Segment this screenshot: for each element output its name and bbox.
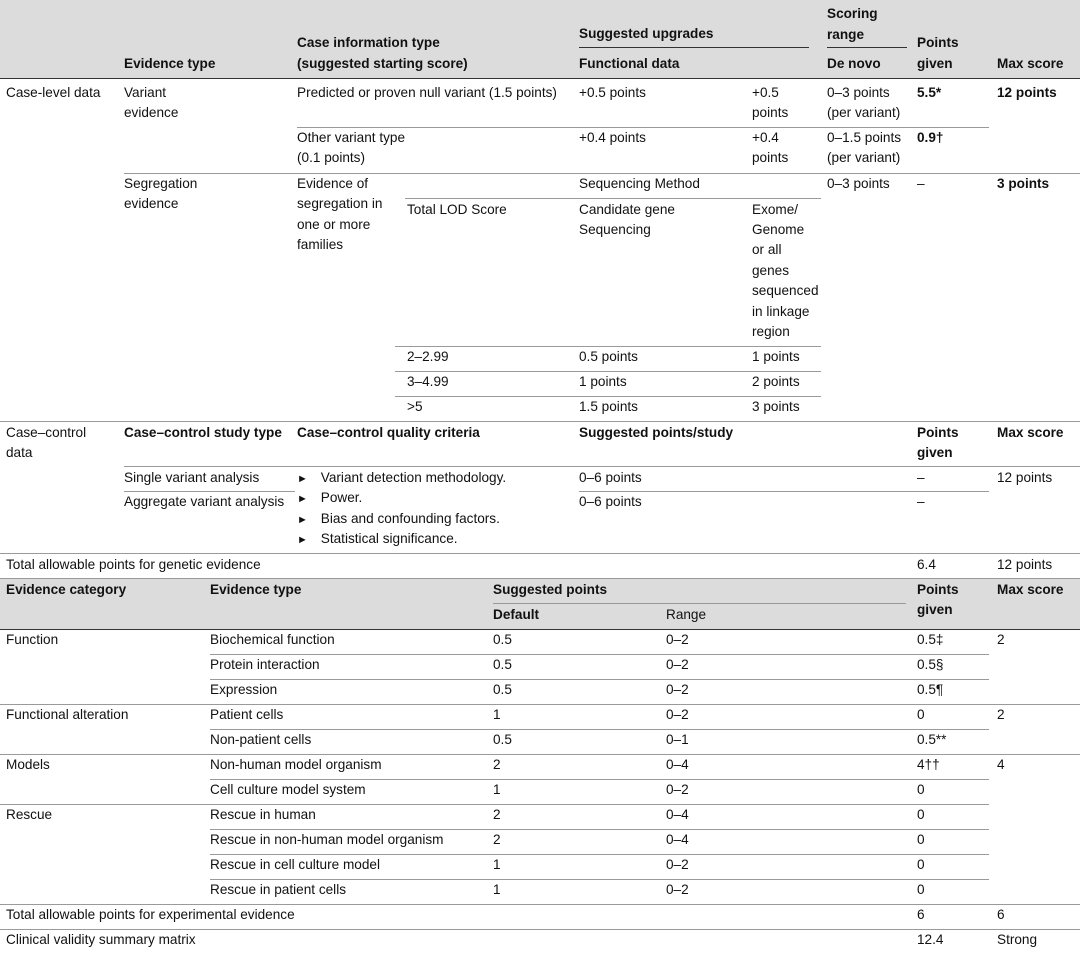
lod-row-candidate: 1 points xyxy=(579,374,627,389)
exp-row-points: 0.5** xyxy=(917,732,947,747)
exp-row-points: 0 xyxy=(917,782,925,797)
summary-matrix-classification: Strong xyxy=(997,932,1038,947)
header-range: Range xyxy=(666,607,707,622)
row-divider xyxy=(124,466,1080,467)
case-level-label: Case-level data xyxy=(6,85,101,100)
lod-row-score: 2–2.99 xyxy=(407,349,449,364)
exp-row-range: 0–2 xyxy=(666,707,689,722)
exp-row-points: 4†† xyxy=(917,757,940,772)
exp-row-default: 0.5 xyxy=(493,632,512,647)
exp-row-points: 0 xyxy=(917,707,925,722)
scoring-underline xyxy=(827,47,907,48)
criteria-item xyxy=(297,509,500,530)
exp-row-default: 1 xyxy=(493,782,501,797)
exome-header-line: or all xyxy=(752,242,782,257)
variant-evidence-label-2: evidence xyxy=(124,105,179,120)
study-type-header: Case–control study type xyxy=(124,425,282,440)
segregation-info-line: one or more xyxy=(297,217,371,232)
category-rescue: Rescue xyxy=(6,807,53,822)
other-variant-points: 0.9† xyxy=(917,130,944,145)
section-divider xyxy=(0,553,1080,554)
lod-row-candidate: 1.5 points xyxy=(579,399,638,414)
lod-row-exome: 3 points xyxy=(752,399,800,414)
lod-row-candidate: 0.5 points xyxy=(579,349,638,364)
exome-header-line: sequenced xyxy=(752,283,819,298)
functional-alteration-max: 2 xyxy=(997,707,1005,722)
header-max-score: Max score xyxy=(997,56,1064,71)
row-divider xyxy=(210,654,989,655)
exp-row-range: 0–2 xyxy=(666,857,689,872)
section-divider xyxy=(0,421,1080,422)
header-suggested-points: Suggested points xyxy=(493,582,608,597)
exome-header-line: in linkage xyxy=(752,304,810,319)
other-variant-denovo-1: +0.4 xyxy=(752,130,779,145)
exp-row-default: 0.5 xyxy=(493,682,512,697)
exp-row-range: 0–4 xyxy=(666,807,689,822)
category-function: Function xyxy=(6,632,59,647)
header-de-novo: De novo xyxy=(827,56,881,71)
exp-row-range: 0–1 xyxy=(666,732,689,747)
header-exp-max: Max score xyxy=(997,582,1064,597)
exp-row-range: 0–4 xyxy=(666,832,689,847)
criteria-text: Power. xyxy=(320,490,363,505)
quality-criteria-header: Case–control quality criteria xyxy=(297,425,480,440)
bullet-icon: ► xyxy=(297,534,308,546)
variant-evidence-label-1: Variant xyxy=(124,85,167,100)
exome-header-line: Exome/ xyxy=(752,202,799,217)
candidate-gene-header-1: Candidate gene xyxy=(579,202,675,217)
exp-row-default: 1 xyxy=(493,707,501,722)
experimental-total-max: 6 xyxy=(997,907,1005,922)
other-variant-upgrade: +0.4 points xyxy=(579,130,646,145)
other-variant-range-2: (per variant) xyxy=(827,150,901,165)
exp-row-type: Patient cells xyxy=(210,707,284,722)
exp-row-type: Rescue in non-human model organism xyxy=(210,832,444,847)
candidate-gene-header-2: Sequencing xyxy=(579,222,651,237)
other-variant-info-1: Other variant type xyxy=(297,130,406,145)
header-evidence-category: Evidence category xyxy=(6,582,127,597)
upgrades-underline xyxy=(579,47,809,48)
null-variant-points: 5.5* xyxy=(917,85,942,100)
lod-row-score: >5 xyxy=(407,399,423,414)
null-variant-range-1: 0–3 points xyxy=(827,85,890,100)
suggested-underline xyxy=(493,603,906,604)
exp-row-points: 0 xyxy=(917,832,925,847)
criteria-text: Variant detection methodology. xyxy=(320,470,507,485)
single-variant-given: – xyxy=(917,470,925,485)
exp-row-type: Rescue in cell culture model xyxy=(210,857,381,872)
header-bottom-rule xyxy=(0,78,1080,79)
header-suggested-upgrades: Suggested upgrades xyxy=(579,26,714,41)
exp-row-range: 0–2 xyxy=(666,782,689,797)
header-default: Default xyxy=(493,607,540,622)
criteria-item xyxy=(297,468,506,489)
models-max: 4 xyxy=(997,757,1005,772)
exp-row-type: Non-patient cells xyxy=(210,732,312,747)
header-points-2: given xyxy=(917,56,953,71)
bullet-icon: ► xyxy=(297,514,308,526)
aggregate-variant-given: – xyxy=(917,494,925,509)
criteria-text: Statistical significance. xyxy=(320,531,458,546)
segregation-range: 0–3 points xyxy=(827,176,890,191)
segregation-points: – xyxy=(917,176,925,191)
single-variant-label: Single variant analysis xyxy=(124,470,260,485)
header-scoring-2: range xyxy=(827,27,865,42)
exp-row-type: Non-human model organism xyxy=(210,757,382,772)
lod-row-score: 3–4.99 xyxy=(407,374,449,389)
exome-header-line: Genome xyxy=(752,222,805,237)
category-models: Models xyxy=(6,757,50,772)
exp-row-range: 0–2 xyxy=(666,632,689,647)
exp-row-range: 0–2 xyxy=(666,657,689,672)
cc-max-header: Max score xyxy=(997,425,1064,440)
segregation-max: 3 points xyxy=(997,176,1050,191)
exome-header-line: genes xyxy=(752,263,790,278)
genetic-total-label: Total allowable points for genetic evidence xyxy=(6,557,261,572)
segregation-label-1: Segregation xyxy=(124,176,198,191)
lod-row-exome: 1 points xyxy=(752,349,800,364)
exp-row-default: 1 xyxy=(493,882,501,897)
exome-header-line: region xyxy=(752,324,790,339)
header-exp-points-1: Points xyxy=(917,582,959,597)
aggregate-variant-points: 0–6 points xyxy=(579,494,642,509)
other-variant-range-1: 0–1.5 points xyxy=(827,130,902,145)
header-evidence-type: Evidence type xyxy=(124,56,216,71)
exp-row-range: 0–2 xyxy=(666,682,689,697)
row-divider xyxy=(405,198,821,199)
exp-row-default: 2 xyxy=(493,832,501,847)
row-divider xyxy=(210,679,989,680)
variant-max-score: 12 points xyxy=(997,85,1057,100)
header-points-1: Points xyxy=(917,35,959,50)
other-variant-denovo-2: points xyxy=(752,150,789,165)
exp-row-points: 0 xyxy=(917,882,925,897)
aggregate-variant-label: Aggregate variant analysis xyxy=(124,494,285,509)
criteria-item xyxy=(297,488,362,509)
exp-row-default: 2 xyxy=(493,757,501,772)
case-control-label-2: data xyxy=(6,445,33,460)
category-functional-alteration: Functional alteration xyxy=(6,707,129,722)
segregation-info-line: families xyxy=(297,237,344,252)
lod-row-exome: 2 points xyxy=(752,374,800,389)
exp-row-default: 2 xyxy=(493,807,501,822)
case-control-max: 12 points xyxy=(997,470,1053,485)
segregation-label-2: evidence xyxy=(124,196,179,211)
cc-points-header-2: given xyxy=(917,445,953,460)
header-exp-evidence-type: Evidence type xyxy=(210,582,302,597)
exp-row-points: 0.5§ xyxy=(917,657,944,672)
exp-row-type: Rescue in patient cells xyxy=(210,882,347,897)
null-variant-info: Predicted or proven null variant (1.5 points) xyxy=(297,85,557,100)
criteria-text: Bias and confounding factors. xyxy=(320,511,500,526)
exp-row-range: 0–4 xyxy=(666,757,689,772)
single-variant-points: 0–6 points xyxy=(579,470,642,485)
header-functional-data: Functional data xyxy=(579,56,680,71)
other-variant-info-2: (0.1 points) xyxy=(297,150,366,165)
function-max: 2 xyxy=(997,632,1005,647)
exp-row-points: 0.5¶ xyxy=(917,682,944,697)
genetic-total-max: 12 points xyxy=(997,557,1053,572)
exp-row-range: 0–2 xyxy=(666,882,689,897)
segregation-info-line: Evidence of xyxy=(297,176,369,191)
summary-matrix-points: 12.4 xyxy=(917,932,944,947)
header-case-info-2: (suggested starting score) xyxy=(297,56,468,71)
bullet-icon: ► xyxy=(297,473,308,485)
null-variant-denovo-1: +0.5 xyxy=(752,85,779,100)
experimental-total-points: 6 xyxy=(917,907,925,922)
suggested-points-study-header: Suggested points/study xyxy=(579,425,734,440)
exp-row-default: 0.5 xyxy=(493,732,512,747)
bullet-icon: ► xyxy=(297,493,308,505)
header-case-info-1: Case information type xyxy=(297,35,440,50)
sequencing-method-header: Sequencing Method xyxy=(579,176,700,191)
null-variant-range-2: (per variant) xyxy=(827,105,901,120)
null-variant-denovo-2: points xyxy=(752,105,789,120)
exp-row-points: 0 xyxy=(917,857,925,872)
criteria-item xyxy=(297,529,458,550)
exp-row-type: Biochemical function xyxy=(210,632,335,647)
exp-row-points: 0 xyxy=(917,807,925,822)
header-exp-points-2: given xyxy=(917,602,953,617)
cc-points-header-1: Points xyxy=(917,425,959,440)
summary-matrix-label: Clinical validity summary matrix xyxy=(6,932,196,947)
exp-row-default: 0.5 xyxy=(493,657,512,672)
null-variant-upgrade: +0.5 points xyxy=(579,85,646,100)
experimental-total-label: Total allowable points for experimental evidence xyxy=(6,907,295,922)
genetic-total-points: 6.4 xyxy=(917,557,936,572)
segregation-info-line: segregation in xyxy=(297,196,383,211)
exp-row-points: 0.5‡ xyxy=(917,632,944,647)
exp-row-default: 1 xyxy=(493,857,501,872)
exp-row-type: Expression xyxy=(210,682,278,697)
exp-row-type: Cell culture model system xyxy=(210,782,366,797)
lod-score-header: Total LOD Score xyxy=(407,202,507,217)
header-scoring-1: Scoring xyxy=(827,6,878,21)
row-divider xyxy=(210,729,989,730)
case-control-label-1: Case–control xyxy=(6,425,87,440)
exp-row-type: Rescue in human xyxy=(210,807,316,822)
exp-row-type: Protein interaction xyxy=(210,657,320,672)
